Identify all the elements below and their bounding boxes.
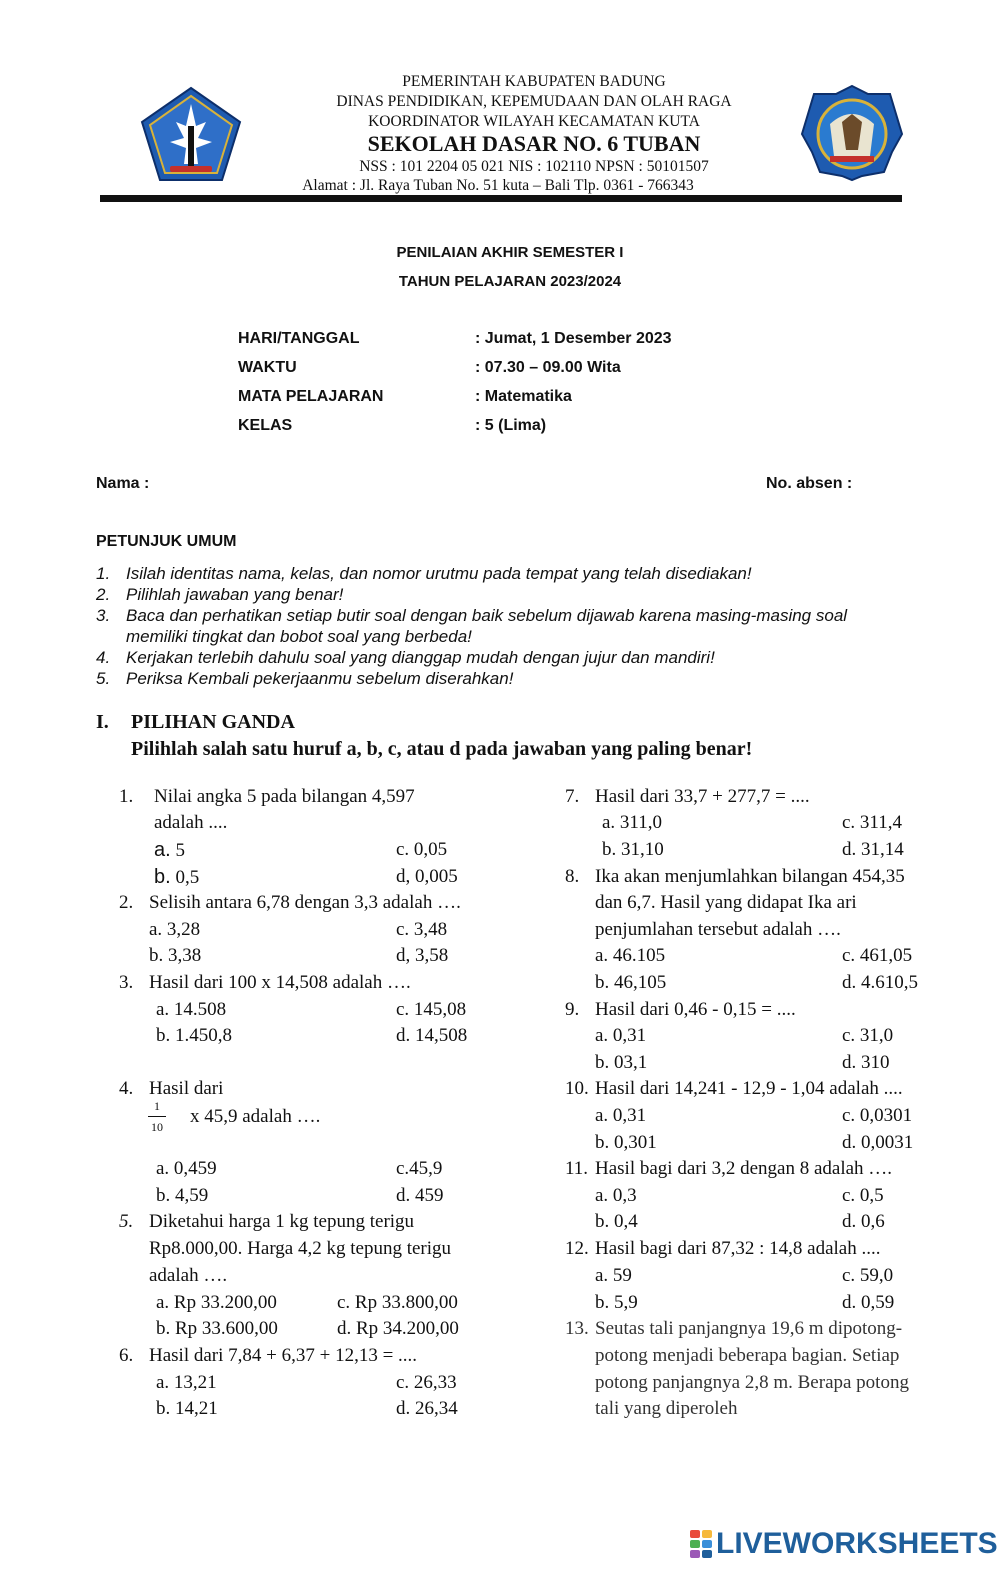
question-text: penjumlahan tersebut adalah …. bbox=[595, 919, 841, 940]
instruction-number: 4. bbox=[96, 648, 111, 667]
question-text: Nilai angka 5 pada bilangan 4,597 bbox=[154, 786, 415, 807]
question-text: Hasil bagi dari 3,2 dengan 8 adalah …. bbox=[595, 1158, 893, 1179]
school-name: SEKOLAH DASAR NO. 6 TUBAN bbox=[367, 131, 701, 156]
question-number: 10. bbox=[565, 1078, 589, 1099]
option-b[interactable]: b. 46,105 bbox=[595, 972, 667, 993]
info-value-time: : 07.30 – 09.00 Wita bbox=[475, 359, 621, 376]
option-a[interactable]: a. Rp 33.200,00 bbox=[156, 1292, 277, 1313]
question-text: dan 6,7. Hasil yang didapat Ika ari bbox=[595, 892, 857, 913]
option-a[interactable]: a. 0,3 bbox=[595, 1185, 637, 1206]
school-ids: NSS : 101 2204 05 021 NIS : 102110 NPSN : 50101507 bbox=[359, 158, 709, 175]
instruction-text: Isilah identitas nama, kelas, dan nomor urutmu pada tempat yang telah disediakan! bbox=[126, 564, 752, 583]
option-a[interactable]: a. 3,28 bbox=[149, 919, 201, 940]
section-subtitle: Pilihlah salah satu huruf a, b, c, atau d pada jawaban yang paling benar! bbox=[131, 738, 753, 760]
instruction-item bbox=[96, 563, 752, 584]
question-text: Diketahui harga 1 kg tepung terigu bbox=[149, 1211, 415, 1232]
question-number: 6. bbox=[119, 1345, 134, 1366]
option-c[interactable]: c. 26,33 bbox=[396, 1372, 457, 1393]
option-b[interactable]: b. 31,10 bbox=[602, 839, 664, 860]
instruction-number: 3. bbox=[96, 606, 111, 625]
question-number: 13. bbox=[565, 1318, 589, 1339]
info-label-class: KELAS bbox=[238, 417, 293, 434]
question-number: 11. bbox=[565, 1158, 589, 1179]
question-text: Ika akan menjumlahkan bilangan 454,35 bbox=[595, 866, 905, 887]
option-c[interactable]: c. 0,05 bbox=[396, 839, 448, 860]
option-letter: a. bbox=[154, 839, 171, 861]
instruction-text: Baca dan perhatikan setiap butir soal dengan baik sebelum dijawab karena masing-masing soal bbox=[126, 606, 848, 625]
option-c[interactable]: c. 0,5 bbox=[842, 1185, 884, 1206]
option-d[interactable]: d. 4.610,5 bbox=[842, 972, 918, 993]
question-text: potong panjangnya 2,8 m. Berapa potong bbox=[595, 1372, 909, 1393]
question-number: 7. bbox=[565, 786, 580, 807]
option-a[interactable]: a. 311,0 bbox=[602, 812, 662, 833]
question-text: Hasil dari 33,7 + 277,7 = .... bbox=[595, 786, 810, 807]
option-a[interactable]: a. 46.105 bbox=[595, 945, 666, 966]
question-number: 5. bbox=[119, 1211, 134, 1232]
option-b[interactable]: b. 1.450,8 bbox=[156, 1025, 232, 1046]
option-c[interactable]: c. 0,0301 bbox=[842, 1105, 913, 1126]
option-d[interactable]: d. 0,6 bbox=[842, 1211, 885, 1232]
question-text: Hasil dari 0,46 - 0,15 = .... bbox=[595, 999, 796, 1020]
question-text: Rp8.000,00. Harga 4,2 kg tepung terigu bbox=[149, 1238, 452, 1259]
name-field-label: Nama : bbox=[96, 475, 150, 492]
question-text: Selisih antara 6,78 dengan 3,3 adalah …. bbox=[149, 892, 461, 913]
option-c[interactable]: c. 311,4 bbox=[842, 812, 902, 833]
liveworksheets-logo-icon bbox=[690, 1530, 712, 1558]
liveworksheets-brand[interactable] bbox=[690, 1524, 998, 1564]
option-c[interactable]: c. 59,0 bbox=[842, 1265, 894, 1286]
question-number: 2. bbox=[119, 892, 134, 913]
instruction-text: Kerjakan terlebih dahulu soal yang dianggap mudah dengan jujur dan mandiri! bbox=[126, 648, 715, 667]
fraction-denominator: 10 bbox=[151, 1120, 163, 1134]
option-a[interactable]: a. 13,21 bbox=[156, 1372, 217, 1393]
option-d[interactable]: d. 310 bbox=[842, 1052, 890, 1073]
question-text: Hasil bagi dari 87,32 : 14,8 adalah .... bbox=[595, 1238, 881, 1259]
option-b[interactable]: b. 0,4 bbox=[595, 1211, 638, 1232]
info-value-subject: : Matematika bbox=[475, 388, 572, 405]
option-d[interactable]: d, 0,005 bbox=[396, 866, 458, 887]
option-c[interactable]: c. 461,05 bbox=[842, 945, 913, 966]
option-a[interactable]: a. 59 bbox=[595, 1265, 632, 1286]
option-letter: b. bbox=[154, 866, 171, 888]
absent-number-label: No. absen : bbox=[766, 475, 853, 492]
section-number: I. bbox=[96, 711, 109, 733]
letterhead-government: PEMERINTAH KABUPATEN BADUNG bbox=[402, 73, 666, 90]
question-text: potong menjadi beberapa bagian. Setiap bbox=[595, 1345, 900, 1366]
question-text: Hasil dari 14,241 - 12,9 - 1,04 adalah .... bbox=[595, 1078, 903, 1099]
instruction-number: 5. bbox=[96, 669, 111, 688]
option-c[interactable]: c. 145,08 bbox=[396, 999, 467, 1020]
question-text: Hasil dari 100 x 14,508 adalah …. bbox=[149, 972, 411, 993]
question-text: Hasil dari bbox=[149, 1078, 224, 1099]
letterhead-department: DINAS PENDIDIKAN, KEPEMUDAAN DAN OLAH RAGA bbox=[336, 93, 732, 110]
question-text: Seutas tali panjangnya 19,6 m dipotong- bbox=[595, 1318, 903, 1339]
instruction-item bbox=[96, 668, 513, 689]
info-label-time: WAKTU bbox=[238, 359, 297, 376]
option-d[interactable]: d. 459 bbox=[396, 1185, 444, 1206]
liveworksheets-brand-text: LIVEWORKSHEETS bbox=[716, 1527, 998, 1560]
question-number: 12. bbox=[565, 1238, 589, 1259]
question-number: 1. bbox=[119, 786, 134, 807]
question-number: 8. bbox=[565, 866, 580, 887]
option-b[interactable]: b. 3,38 bbox=[149, 945, 202, 966]
letterhead-coordinator: KOORDINATOR WILAYAH KECAMATAN KUTA bbox=[368, 113, 700, 130]
option-a[interactable] bbox=[154, 837, 185, 864]
school-address: Alamat : Jl. Raya Tuban No. 51 kuta – Bali Tlp. 0361 - 766343 bbox=[302, 177, 694, 194]
exam-title: PENILAIAN AKHIR SEMESTER I bbox=[396, 244, 624, 261]
option-a[interactable]: a. 14.508 bbox=[156, 999, 227, 1020]
instruction-item bbox=[96, 647, 715, 668]
option-c[interactable]: c. 3,48 bbox=[396, 919, 448, 940]
instruction-text-continued: memiliki tingkat dan bobot soal yang berbeda! bbox=[126, 627, 472, 646]
question-number: 9. bbox=[565, 999, 580, 1020]
exam-year: TAHUN PELAJARAN 2023/2024 bbox=[398, 273, 622, 290]
option-c[interactable]: c. 31,0 bbox=[842, 1025, 894, 1046]
info-value-class: : 5 (Lima) bbox=[475, 417, 547, 434]
option-b[interactable] bbox=[154, 864, 199, 891]
option-b[interactable]: b. 5,9 bbox=[595, 1292, 638, 1313]
question-number: 3. bbox=[119, 972, 134, 993]
option-b[interactable]: b. 4,59 bbox=[156, 1185, 209, 1206]
option-b[interactable]: b. 0,301 bbox=[595, 1132, 657, 1153]
option-value: 5 bbox=[175, 840, 185, 861]
option-d[interactable]: d, 3,58 bbox=[396, 945, 449, 966]
question-text: x 45,9 adalah …. bbox=[190, 1106, 321, 1127]
instruction-item bbox=[96, 584, 343, 605]
instructions-heading: PETUNJUK UMUM bbox=[96, 533, 237, 550]
option-b[interactable]: b. 14,21 bbox=[156, 1398, 218, 1419]
option-d[interactable]: d. 0,59 bbox=[842, 1292, 895, 1313]
instruction-number: 1. bbox=[96, 564, 111, 583]
option-d[interactable]: d. Rp 34.200,00 bbox=[337, 1318, 459, 1339]
option-b[interactable]: b. 03,1 bbox=[595, 1052, 648, 1073]
fraction-bar bbox=[148, 1116, 166, 1117]
option-d[interactable]: d. 26,34 bbox=[396, 1398, 458, 1419]
option-c[interactable]: c. Rp 33.800,00 bbox=[337, 1292, 458, 1313]
instruction-text: Pilihlah jawaban yang benar! bbox=[126, 585, 344, 604]
option-c[interactable]: c.45,9 bbox=[396, 1158, 443, 1179]
info-label-subject: MATA PELAJARAN bbox=[238, 388, 384, 405]
fraction-numerator: 1 bbox=[154, 1099, 160, 1113]
instruction-item bbox=[96, 605, 848, 646]
option-d[interactable]: d. 31,14 bbox=[842, 839, 904, 860]
instruction-text: Periksa Kembali pekerjaanmu sebelum diserahkan! bbox=[126, 669, 514, 688]
question-text: adalah …. bbox=[149, 1265, 228, 1286]
option-d[interactable]: d. 0,0031 bbox=[842, 1132, 914, 1153]
question-text: tali yang diperoleh bbox=[595, 1398, 738, 1419]
info-value-date: : Jumat, 1 Desember 2023 bbox=[475, 330, 672, 347]
question-text: Hasil dari 7,84 + 6,37 + 12,13 = .... bbox=[149, 1345, 418, 1366]
section-title: PILIHAN GANDA bbox=[131, 711, 295, 733]
letterhead-divider bbox=[100, 195, 902, 202]
option-value: 0,5 bbox=[175, 867, 200, 888]
option-a[interactable]: a. 0,31 bbox=[595, 1025, 647, 1046]
instruction-number: 2. bbox=[96, 585, 111, 604]
question-number: 4. bbox=[119, 1078, 134, 1099]
option-d[interactable]: d. 14,508 bbox=[396, 1025, 468, 1046]
option-a[interactable]: a. 0,31 bbox=[595, 1105, 647, 1126]
question-text: adalah .... bbox=[154, 812, 228, 833]
info-label-date: HARI/TANGGAL bbox=[238, 330, 360, 347]
option-b[interactable]: b. Rp 33.600,00 bbox=[156, 1318, 278, 1339]
option-a[interactable]: a. 0,459 bbox=[156, 1158, 217, 1179]
